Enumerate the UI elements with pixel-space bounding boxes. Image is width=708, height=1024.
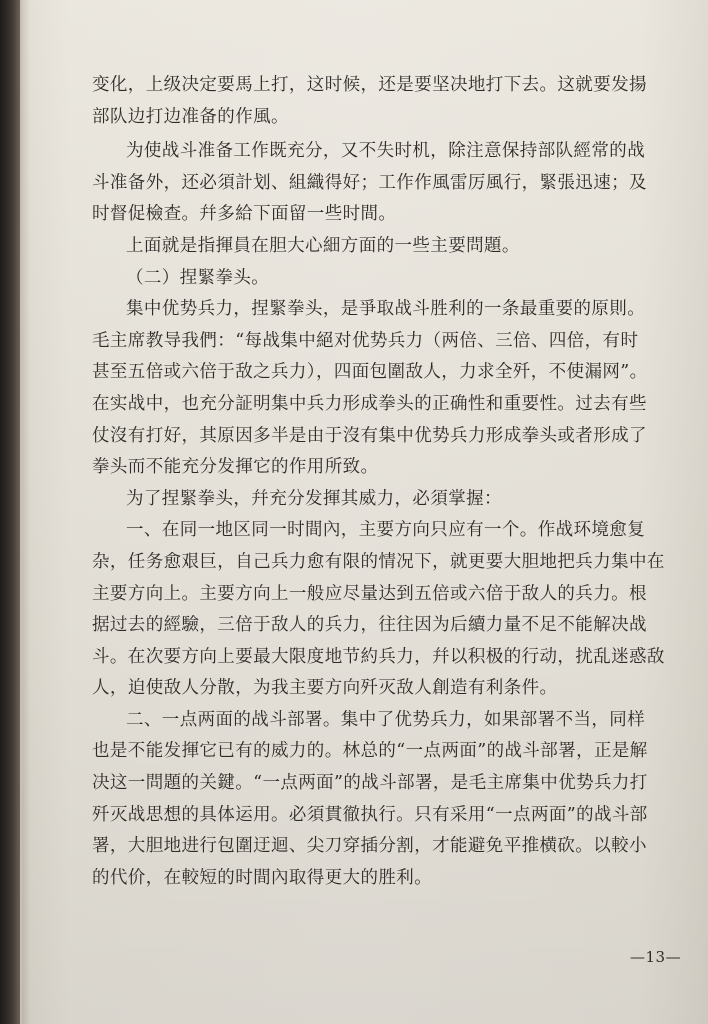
text-line: 一、在同一地区同一时間內，主要方向只应有一个。作战环境愈复 <box>126 520 646 541</box>
book-page <box>22 0 708 1024</box>
text-line: 也是不能发揮它已有的威力的。林总的“一点两面”的战斗部署，正是解 <box>92 741 648 762</box>
text-line: 集中优势兵力，捏緊拳头，是爭取战斗胜利的一条最重要的原則。 <box>126 299 646 320</box>
text-line: 变化，上级决定要馬上打，这时候，还是要坚决地打下去。这就要发揚 <box>92 75 647 95</box>
section-heading: （二）捏緊拳头。 <box>126 267 270 288</box>
text-line: 歼灭战思想的具体运用。必須貫徹执行。只有采用“一点两面”的战斗部 <box>92 804 648 825</box>
text-line: 决这一問題的关鍵。“一点两面”的战斗部署，是毛主席集中优势兵力打 <box>92 773 648 794</box>
page-number: —13— <box>630 948 682 966</box>
text-line: 上面就是指揮員在胆大心細方面的一些主要問題。 <box>126 235 520 256</box>
text-line: 杂，任务愈艰巨，自己兵力愈有限的情况下，就更要大胆地把兵力集中在 <box>92 551 665 572</box>
text-line: 斗。在次要方向上要最大限度地节約兵力，幷以积极的行动，扰乱迷惑敌 <box>92 646 665 667</box>
text-line: 人，迫使敌人分散，为我主要方向歼灭敌人創造有利条件。 <box>92 678 558 699</box>
text-line: 部队边打边准备的作風。 <box>92 106 289 127</box>
text-line: 甚至五倍或六倍于敌之兵力），四面包圍敌人，力求全歼，不使漏网”。 <box>92 362 648 383</box>
text-line: 仗沒有打好，其原因多半是由于沒有集中优势兵力形成拳头或者形成了 <box>92 425 647 446</box>
text-line: 为了捏緊拳头，幷充分发揮其威力，必須掌握： <box>126 488 502 509</box>
text-line: 时督促檢查。幷多給下面留一些时間。 <box>92 204 397 225</box>
text-line: 在实战中，也充分証明集中兵力形成拳头的正确性和重要性。过去有些 <box>92 393 647 414</box>
book-binding-edge <box>0 0 20 1024</box>
body-text <box>92 70 682 894</box>
text-line: 为使战斗准备工作既充分，又不失时机，除注意保持部队經常的战 <box>126 141 646 162</box>
text-line: 的代价，在較短的时間內取得更大的胜利。 <box>92 867 433 888</box>
text-line: 二、一点两面的战斗部署。集中了优势兵力，如果部署不当，同样 <box>126 709 646 730</box>
text-line: 署，大胆地进行包圍迂迴、尖刀穿插分割，才能避免平推横砍。以較小 <box>92 836 647 857</box>
text-line: 毛主席教导我們：“每战集中絕对优势兵力（两倍、三倍、四倍，有时 <box>92 330 639 351</box>
text-line: 斗准备外，还必須計划、組織得好；工作作風雷厉風行，緊張迅速；及 <box>92 172 647 193</box>
text-line: 拳头而不能充分发揮它的作用所致。 <box>92 457 379 478</box>
text-line: 主要方向上。主要方向上一般应尽量达到五倍或六倍于敌人的兵力。根 <box>92 583 647 604</box>
text-line: 据过去的經驗，三倍于敌人的兵力，往往因为后續力量不足不能解决战 <box>92 615 647 636</box>
